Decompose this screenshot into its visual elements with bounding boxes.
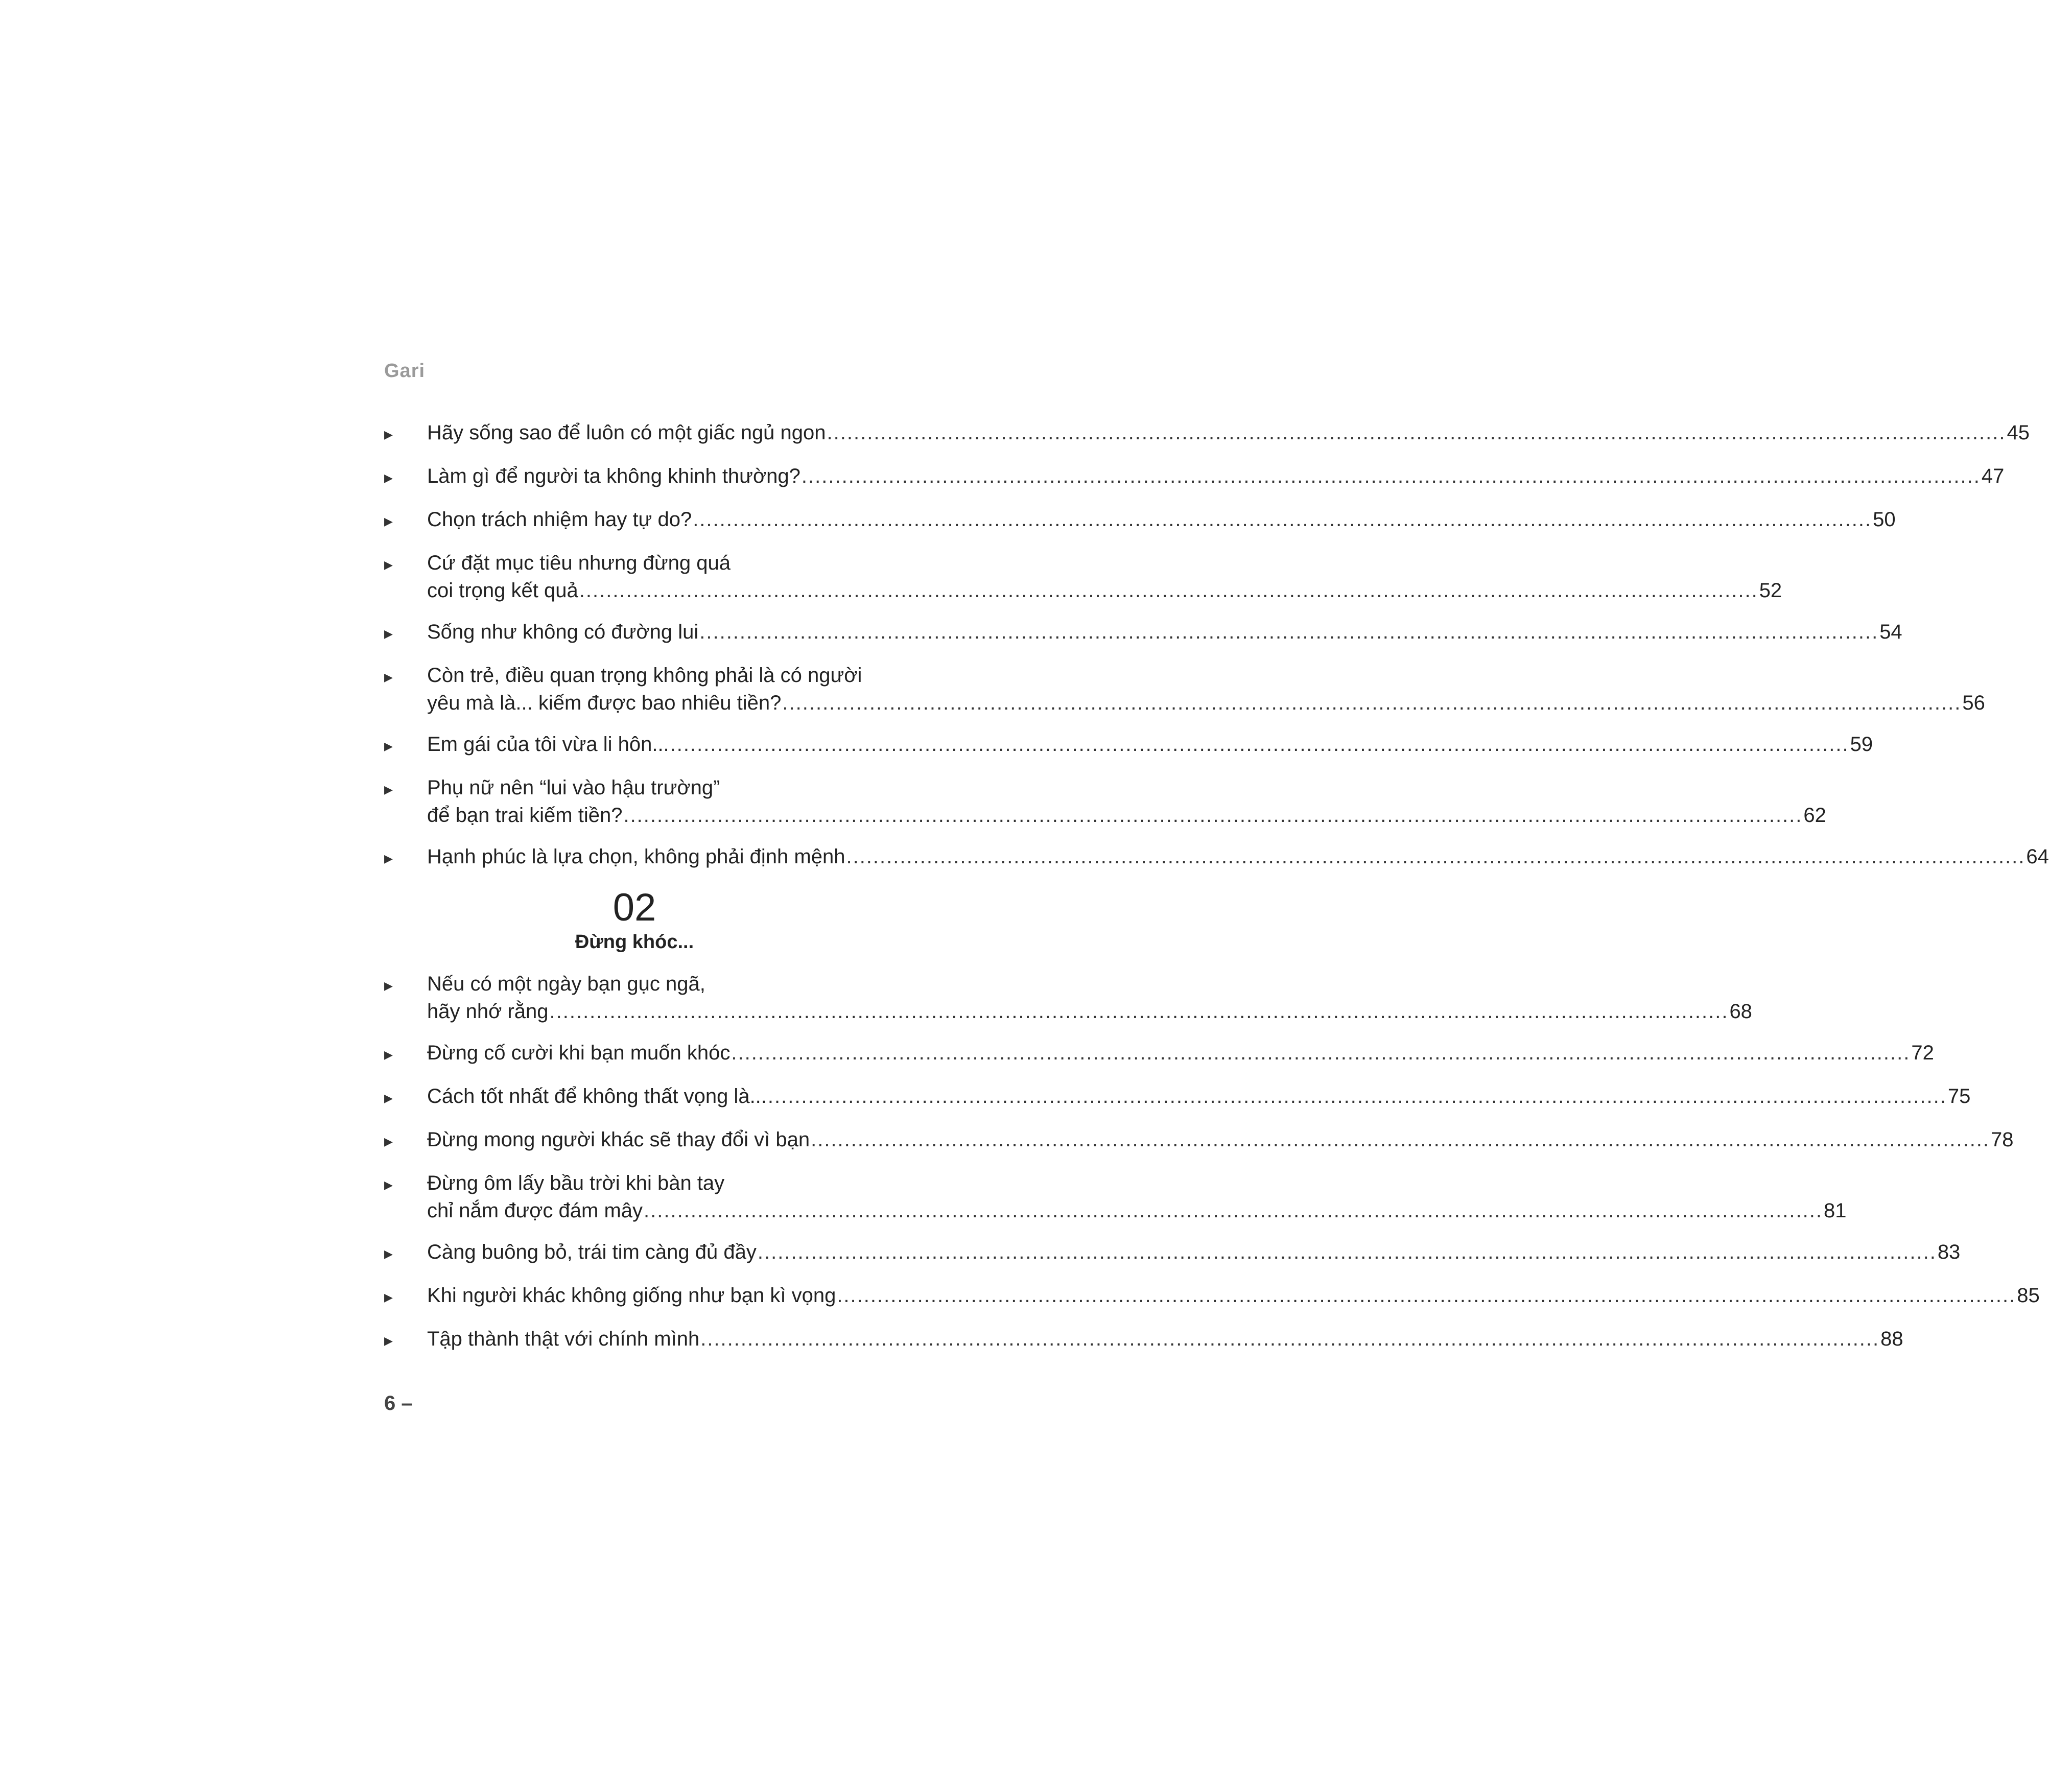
triangle-right-icon: ▶: [384, 671, 393, 683]
toc-entry-title-line: Cứ đặt mục tiêu nhưng đừng quá: [427, 552, 731, 574]
toc-entry[interactable]: [384, 1126, 2014, 1156]
toc-entry-title: Càng buông bỏ, trái tim càng đủ đầy: [427, 1241, 757, 1263]
toc-page-number: 78: [1991, 1128, 2014, 1151]
toc-entry-title-line: Còn trẻ, điều quan trọng không phải là có người: [427, 664, 862, 687]
triangle-right-icon: ▶: [384, 471, 393, 484]
chapter-title: Đừng khóc...: [575, 931, 694, 953]
toc-entry-title: Cách tốt nhất để không thất vọng là...: [427, 1085, 767, 1107]
triangle-right-icon: ▶: [384, 852, 393, 865]
leader-dots: [811, 1126, 1990, 1153]
toc-entry-title: Em gái của tôi vừa li hôn...: [427, 733, 669, 756]
toc-entry[interactable]: [384, 843, 2049, 873]
toc-page-number: 83: [1937, 1241, 1961, 1263]
toc-page-number: 72: [1911, 1042, 1934, 1064]
page-folio: 6 –: [384, 1392, 413, 1414]
toc-page-number: 56: [1962, 692, 1985, 714]
toc-page-number: 54: [1879, 621, 1902, 643]
toc-page-number: 75: [1947, 1085, 1971, 1107]
leader-dots: [837, 1282, 2016, 1309]
leader-dots: [550, 998, 1729, 1025]
toc-entry-title: Đừng mong người khác sẽ thay đổi vì bạn: [427, 1128, 810, 1151]
toc-page-number: 68: [1729, 1000, 1752, 1023]
toc-page-number: 50: [1873, 508, 1896, 531]
toc-entry-title: Tập thành thật với chính mình: [427, 1328, 700, 1350]
toc-entry-title: yêu mà là... kiếm được bao nhiêu tiền?: [427, 692, 782, 714]
triangle-right-icon: ▶: [384, 1247, 393, 1260]
leader-dots: [731, 1039, 1910, 1067]
toc-entry[interactable]: [384, 1282, 2040, 1311]
toc-page-number: 64: [2026, 845, 2049, 868]
leader-dots: [827, 419, 2006, 446]
toc-entry-title: coi trọng kết quả: [427, 579, 578, 602]
chapter-heading: [384, 886, 885, 955]
toc-entry[interactable]: [384, 774, 1826, 829]
toc-page-number: 62: [1803, 804, 1826, 827]
toc-entry[interactable]: [384, 1325, 1903, 1355]
triangle-right-icon: ▶: [384, 1291, 393, 1304]
toc-section-1: [384, 419, 2049, 873]
toc-page-number: 85: [2017, 1284, 2040, 1307]
triangle-right-icon: ▶: [384, 428, 393, 441]
toc-page-number: 81: [1823, 1199, 1847, 1222]
triangle-right-icon: ▶: [384, 627, 393, 640]
toc-entry[interactable]: [384, 549, 1782, 604]
toc-page-number: 88: [1880, 1328, 1903, 1350]
leader-dots: [802, 462, 1981, 490]
triangle-right-icon: ▶: [384, 783, 393, 796]
leader-dots: [644, 1197, 1823, 1224]
triangle-right-icon: ▶: [384, 1048, 393, 1061]
leader-dots: [768, 1082, 1947, 1110]
toc-entry-title: Đừng cố cười khi bạn muốn khóc: [427, 1042, 731, 1064]
toc-entry[interactable]: [384, 970, 1752, 1025]
toc-page-number: 47: [1981, 465, 2005, 487]
toc-entry-title: Chọn trách nhiệm hay tự do?: [427, 508, 692, 531]
leader-dots: [579, 577, 1758, 604]
toc-entry[interactable]: [384, 1039, 1934, 1069]
toc-entry[interactable]: [384, 730, 1873, 760]
toc-entry-title-line: Phụ nữ nên “lui vào hậu trường”: [427, 776, 720, 799]
toc-entry[interactable]: [384, 1238, 1961, 1268]
table-of-contents: [384, 419, 2049, 1369]
toc-entry-title: hãy nhớ rằng: [427, 1000, 549, 1023]
toc-entry-title: Hạnh phúc là lựa chọn, không phải định mệnh: [427, 845, 845, 868]
leader-dots: [782, 689, 1961, 717]
toc-entry[interactable]: [384, 462, 2005, 492]
leader-dots: [846, 843, 2025, 870]
leader-dots: [700, 1325, 1879, 1353]
toc-entry-title: để bạn trai kiếm tiền?: [427, 804, 623, 827]
leader-dots: [623, 801, 1802, 829]
triangle-right-icon: ▶: [384, 1092, 393, 1104]
toc-entry[interactable]: [384, 506, 1896, 535]
toc-page-number: 45: [2007, 421, 2030, 444]
triangle-right-icon: ▶: [384, 558, 393, 571]
running-head: Gari: [384, 360, 426, 382]
toc-entry-title: Sống như không có đường lui: [427, 621, 699, 643]
toc-page-number: 52: [1759, 579, 1782, 602]
triangle-right-icon: ▶: [384, 1334, 393, 1347]
leader-dots: [693, 506, 1872, 533]
toc-page-number: 59: [1850, 733, 1873, 756]
triangle-right-icon: ▶: [384, 979, 393, 992]
triangle-right-icon: ▶: [384, 515, 393, 528]
toc-section-2: [384, 970, 2040, 1355]
toc-entry[interactable]: [384, 1169, 1847, 1224]
triangle-right-icon: ▶: [384, 1178, 393, 1191]
toc-entry-title-line: Đừng ôm lấy bầu trời khi bàn tay: [427, 1172, 725, 1194]
toc-entry-title: chỉ nắm được đám mây: [427, 1199, 643, 1222]
toc-entry[interactable]: [384, 662, 1985, 717]
triangle-right-icon: ▶: [384, 1135, 393, 1148]
toc-entry-title-line: Nếu có một ngày bạn gục ngã,: [427, 973, 705, 995]
toc-entry-title: Làm gì để người ta không khinh thường?: [427, 465, 800, 487]
toc-entry[interactable]: [384, 618, 1902, 648]
leader-dots: [670, 730, 1849, 758]
toc-entry-title: Hãy sống sao để luôn có một giấc ngủ ngon: [427, 421, 826, 444]
leader-dots: [758, 1238, 1937, 1266]
leader-dots: [699, 618, 1878, 646]
toc-entry[interactable]: [384, 1082, 1971, 1112]
chapter-number: 02: [613, 886, 656, 929]
toc-entry-title: Khi người khác không giống như bạn kì vọng: [427, 1284, 836, 1307]
toc-entry[interactable]: [384, 419, 2030, 449]
triangle-right-icon: ▶: [384, 740, 393, 752]
